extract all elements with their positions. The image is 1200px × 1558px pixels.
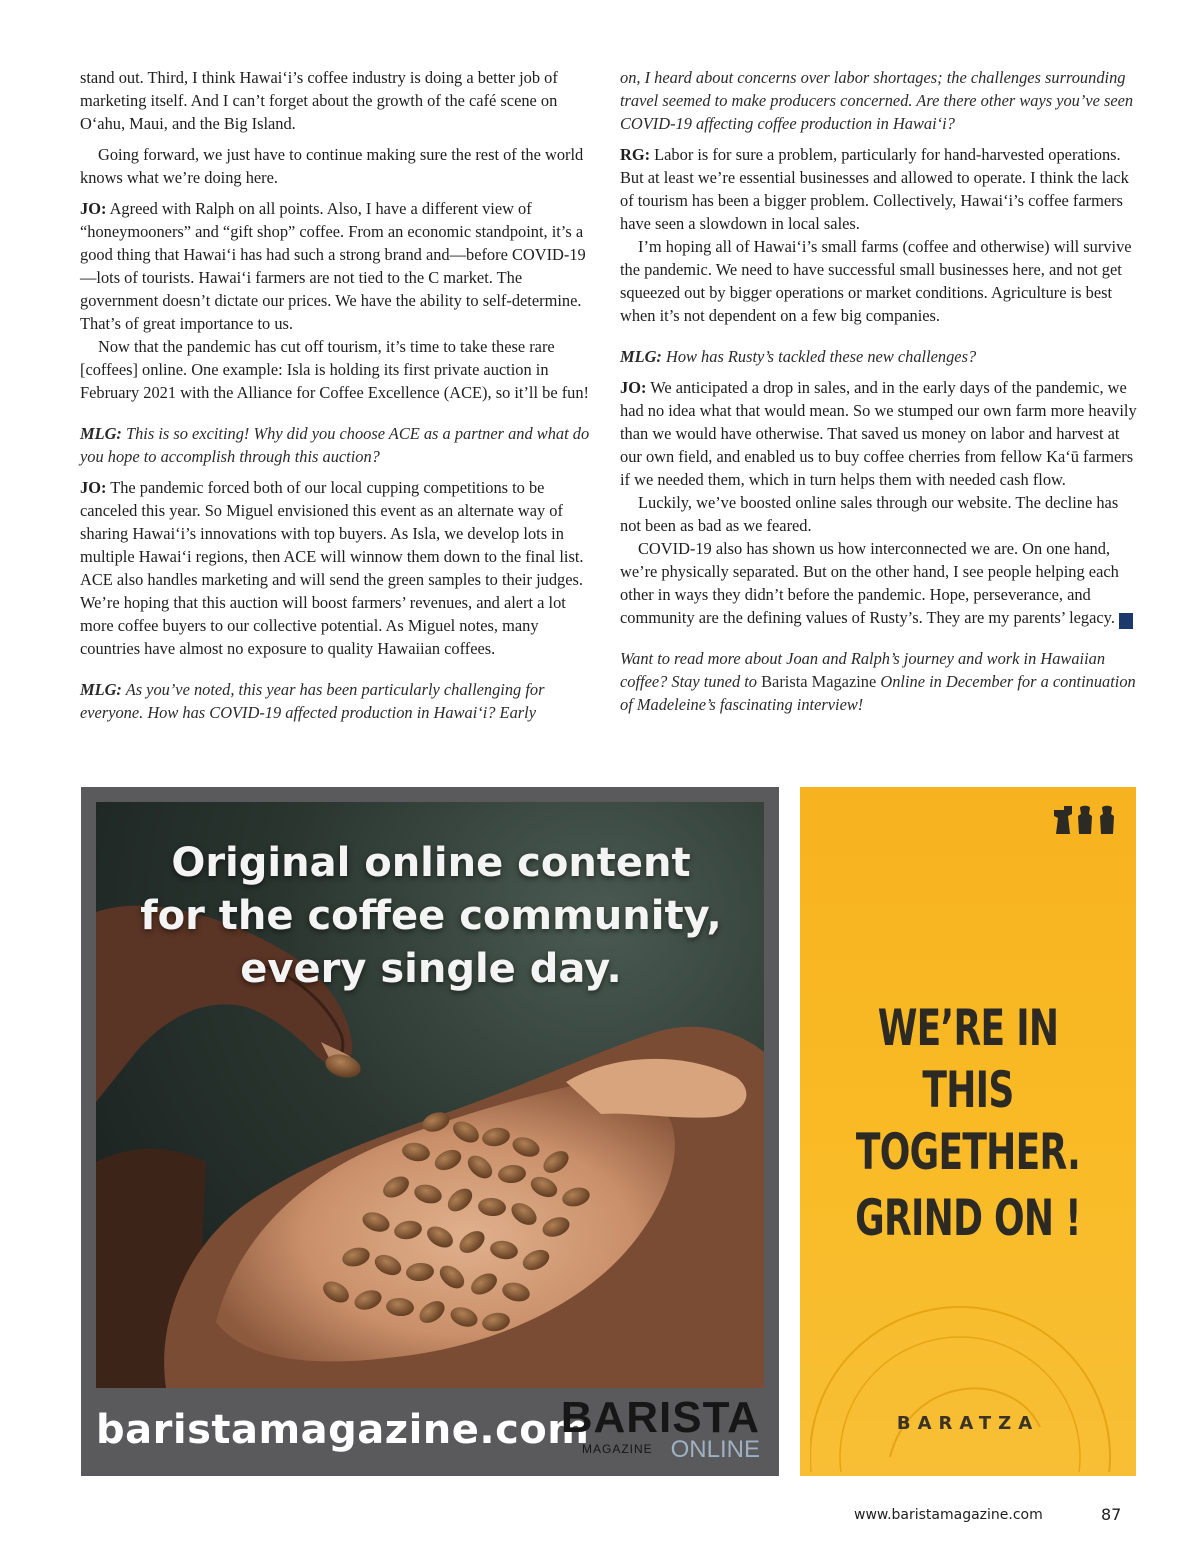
paragraph: Going forward, we just have to continue making sure the rest of the world knows what we’re doing here. bbox=[80, 145, 584, 187]
paragraph-text: Labor is for sure a problem, particularly for hand-harvested operations. But at least we’re essential businesses and allowed to operate. I think the lack of tourism has been a bigger problem. Collectively, Hawai‘i’s coffee farmers have seen a slowdown in local sales. bbox=[620, 145, 1129, 233]
speaker-label: MLG: bbox=[80, 680, 122, 699]
paragraph bbox=[80, 197, 600, 335]
paragraph bbox=[620, 376, 1140, 491]
article-left-column bbox=[80, 66, 600, 732]
question-continued: on, I heard about concerns over labor shortages; the challenges surrounding travel seemed to make producers concerned. Are there other ways you’ve seen COVID-19 affecting coffee production in Hawai‘i? bbox=[620, 68, 1134, 133]
end-mark-icon: b bbox=[1119, 613, 1133, 629]
ad-headline-line: Original online content bbox=[171, 840, 691, 886]
logo-magazine-text: MAGAZINE bbox=[582, 1442, 653, 1456]
baratza-logo: BARATZA bbox=[896, 1413, 1040, 1434]
outro bbox=[620, 647, 1140, 716]
paragraph-text: The pandemic forced both of our local cupping competitions to be canceled this year. So Miguel envisioned this event as an alternate way of sharing Hawai‘i’s innovations with top buyers. As Isla, we develop lots in multiple Hawai‘i regions, then ACE will winnow them down to the final list. ACE also handles marketing and will send the green samples to their judges. We’re hoping that this auction will boost farmers’ revenues, and alert a lot more coffee buyers to our collective potential. As Miguel notes, many countries have almost no exposure to quality Hawaiian coffees. bbox=[80, 478, 584, 658]
decorative-emblem bbox=[810, 1257, 1126, 1472]
question-text: How has Rusty’s tackled these new challenges? bbox=[661, 347, 977, 366]
paragraph: stand out. Third, I think Hawai‘i’s coffee industry is doing a better job of marketing itself. And I can’t forget about the growth of the café scene on O‘ahu, Maui, and the Big Island. bbox=[80, 68, 558, 133]
speaker-label: RG: bbox=[620, 145, 651, 164]
ad-url-link[interactable]: baristamagazine.com bbox=[96, 1407, 590, 1453]
speaker-label: MLG: bbox=[80, 424, 122, 443]
ad-tagline bbox=[847, 997, 1089, 1183]
barista-online-logo bbox=[560, 1393, 766, 1463]
baratza-ad[interactable] bbox=[800, 787, 1136, 1476]
ad-headline-line: every single day. bbox=[240, 946, 622, 992]
ad-headline bbox=[96, 837, 764, 996]
paragraph bbox=[80, 476, 600, 660]
outro-text: Want to read more about Joan and Ralph’s journey and work in Hawaiian coffee? Stay tuned to bbox=[620, 649, 1106, 691]
grinders-icon bbox=[1052, 804, 1122, 838]
question-text: As you’ve noted, this year has been particularly challenging for everyone. How has COVID-19 affected production in Hawai‘i? Early bbox=[80, 680, 545, 722]
question bbox=[80, 678, 600, 724]
paragraph-text: We anticipated a drop in sales, and in the early days of the pandemic, we had no idea what that would mean. So we stumped our own farm more heavily than we would have otherwise. That saved us money on labor and harvest at our own field, and enabled us to buy coffee cherries from fellow Ka‘ū farmers if we needed them, which in turn helps them with needed cash flow. bbox=[620, 378, 1137, 489]
article-right-column bbox=[620, 66, 1145, 724]
speaker-label: MLG: bbox=[620, 347, 662, 366]
logo-online-text: ONLINE bbox=[670, 1436, 760, 1463]
question bbox=[80, 422, 600, 468]
paragraph bbox=[620, 537, 1145, 629]
coffee-beans-hand-photo bbox=[96, 802, 764, 1388]
tagline-line: TOGETHER. bbox=[855, 1123, 1081, 1181]
paragraph: Luckily, we’ve boosted online sales through our website. The decline has not been as bad as we feared. bbox=[620, 493, 1119, 535]
question-text: This is so exciting! Why did you choose ACE as a partner and what do you hope to accomplish through this auction? bbox=[80, 424, 590, 466]
outro-text: Online in December for a continuation of Madeleine’s fascinating interview! bbox=[620, 672, 1136, 714]
tagline-line: WE’RE IN THIS bbox=[877, 999, 1059, 1119]
paragraph-text: COVID-19 also has shown us how interconnected we are. On one hand, we’re physically separated. But on the other hand, I see people helping each other in ways they didn’t before the pandemic. Hope, perseverance, and community are the defining values of Rusty’s. They are my parents’ legacy. bbox=[620, 539, 1119, 627]
magazine-title: Barista Magazine bbox=[761, 672, 877, 691]
barista-online-ad[interactable] bbox=[81, 787, 779, 1476]
page-number: 87 bbox=[1101, 1505, 1122, 1524]
question bbox=[620, 345, 1140, 368]
paragraph bbox=[620, 143, 1140, 235]
speaker-label: JO: bbox=[80, 478, 107, 497]
paragraph: I’m hoping all of Hawai‘i’s small farms (coffee and otherwise) will survive the pandemic. We need to have successful small businesses here, and not get squeezed out by bigger operations or market conditions. Agriculture is best when it’s not dependent on a few big companies. bbox=[620, 237, 1132, 325]
logo-barista-text: BARISTA bbox=[560, 1393, 760, 1442]
ad-headline-line: for the coffee community, bbox=[140, 893, 722, 939]
speaker-label: JO: bbox=[80, 199, 107, 218]
paragraph: Now that the pandemic has cut off tourism, it’s time to take these rare [coffees] online. One example: Isla is holding its first private auction in February 2021 with the Alliance for Coffee Excellence (ACE), so it’ll be fun! bbox=[80, 337, 590, 402]
paragraph-text: Agreed with Ralph on all points. Also, I have a different view of “honeymooners” and “gift shop” coffee. From an economic standpoint, it’s a good thing that Hawai‘i has had such a strong brand and—before COVID-19—lots of tourists. Hawai‘i farmers are not tied to the C market. The government doesn’t dictate our prices. We have the ability to self-determine. That’s of great importance to us. bbox=[80, 199, 586, 333]
speaker-label: JO: bbox=[620, 378, 647, 397]
footer-url[interactable]: www.baristamagazine.com bbox=[854, 1507, 1043, 1523]
ad-grind-on: GRIND ON ! bbox=[855, 1189, 1081, 1247]
